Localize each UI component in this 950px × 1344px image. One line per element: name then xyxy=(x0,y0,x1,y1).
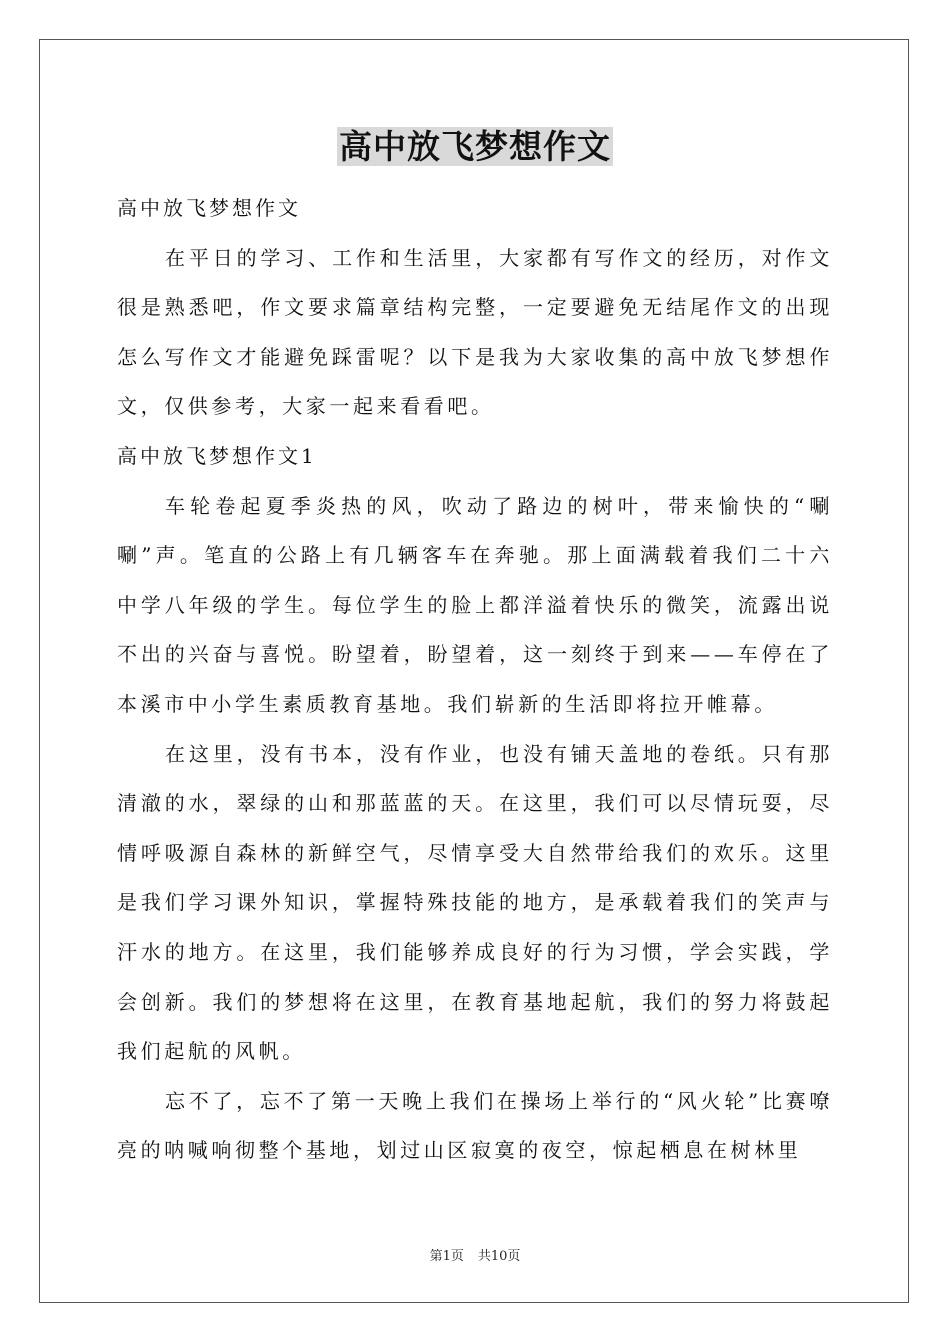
page-footer xyxy=(0,1248,950,1266)
essay-1-paragraph-1: 车轮卷起夏季炎热的风，吹动了路边的树叶，带来愉快的“唰唰”声。笔直的公路上有几辆客车在奔驰。那上面满载着我们二十六中学八年级的学生。每位学生的脸上都洋溢着快乐的微笑，流露出说不出的兴奋与喜悦。盼望着，盼望着，这一刻终于到来——车停在了本溪市中小学生素质教育基地。我们崭新的生活即将拉开帷幕。 xyxy=(117,493,833,716)
essay-1-paragraph-2: 在这里，没有书本，没有作业，也没有铺天盖地的卷纸。只有那清澈的水，翠绿的山和那蓝蓝的天。在这里，我们可以尽情玩耍，尽情呼吸源自森林的新鲜空气，尽情享受大自然带给我们的欢乐。这里是我们学习课外知识，掌握特殊技能的地方，是承载着我们的笑声与汗水的地方。在这里，我们能够养成良好的行为习惯，学会实践，学会创新。我们的梦想将在这里，在教育基地起航，我们的努力将鼓起我们起航的风帆。 xyxy=(117,741,833,1064)
intro-paragraph: 在平日的学习、工作和生活里，大家都有写作文的经历，对作文很是熟悉吧，作文要求篇章结构完整，一定要避免无结尾作文的出现怎么写作文才能避免踩雷呢？以下是我为大家收集的高中放飞梦想作文，仅供参考，大家一起来看看吧。 xyxy=(117,245,833,419)
page-total: 共10页 xyxy=(477,1249,521,1264)
document-body xyxy=(117,118,833,1176)
intro-heading: 高中放飞梦想作文 xyxy=(117,196,301,220)
page-number: 第1页 xyxy=(429,1249,464,1264)
document-title xyxy=(117,118,833,176)
essay-1-paragraph-3: 忘不了，忘不了第一天晚上我们在操场上举行的“风火轮”比赛嘹亮的呐喊响彻整个基地，划过山区寂寞的夜空，惊起栖息在树林里 xyxy=(117,1088,833,1163)
essay-1-heading: 高中放飞梦想作文1 xyxy=(117,443,317,468)
document-title-text: 高中放飞梦想作文 xyxy=(339,127,611,166)
